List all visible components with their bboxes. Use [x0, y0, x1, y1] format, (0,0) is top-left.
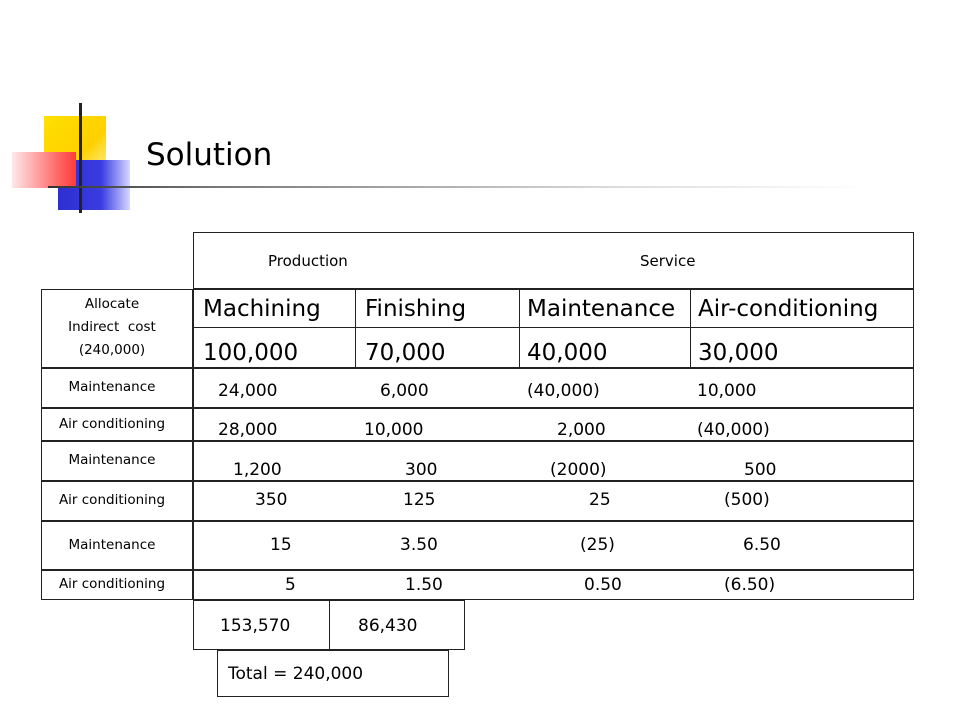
allocate-line-2: Indirect cost: [68, 319, 156, 335]
row5-air-conditioning: 6.50: [743, 535, 781, 555]
row5-finishing: 3.50: [400, 535, 438, 555]
row-box: [193, 570, 914, 600]
table-col-divider: [690, 289, 691, 368]
dept-finishing: Finishing: [365, 296, 467, 322]
row2-finishing: 10,000: [364, 420, 424, 440]
row-label-maintenance: Maintenance: [68, 537, 156, 553]
row3-maintenance: (2000): [550, 460, 607, 480]
row-label-air-conditioning: Air conditioning: [58, 576, 166, 592]
row3-finishing: 300: [405, 460, 438, 480]
row-label-air-conditioning: Air conditioning: [58, 492, 166, 508]
row3-air-conditioning: 500: [744, 460, 777, 480]
row-box: [193, 481, 914, 521]
row1-finishing: 6,000: [380, 381, 429, 401]
row4-maintenance: 25: [589, 490, 611, 510]
row-label-maintenance: Maintenance: [68, 452, 156, 468]
total-finishing: 86,430: [358, 616, 418, 636]
header-service: Service: [640, 252, 696, 270]
grand-total: Total = 240,000: [228, 664, 364, 684]
table-col-divider: [519, 289, 520, 368]
row1-maintenance: (40,000): [527, 381, 600, 401]
row5-machining: 15: [270, 535, 292, 555]
header-production: Production: [268, 252, 348, 270]
row2-air-conditioning: (40,000): [697, 420, 770, 440]
row1-air-conditioning: 10,000: [697, 381, 757, 401]
table-col-divider: [355, 289, 356, 368]
title-underline: [48, 186, 868, 188]
row6-finishing: 1.50: [405, 575, 443, 595]
dept-machining: Machining: [203, 296, 321, 322]
row-label-maintenance: Maintenance: [68, 379, 156, 395]
row6-machining: 5: [285, 575, 296, 595]
row6-air-conditioning: (6.50): [724, 575, 776, 595]
logo-red-bar: [12, 152, 76, 188]
row3-machining: 1,200: [233, 460, 282, 480]
logo-vertical-line: [79, 103, 82, 213]
initial-maintenance: 40,000: [527, 340, 608, 366]
row-box: [193, 408, 914, 441]
row2-machining: 28,000: [218, 420, 278, 440]
allocate-line-1: Allocate: [84, 296, 140, 312]
initial-finishing: 70,000: [365, 340, 446, 366]
row6-maintenance: 0.50: [584, 575, 622, 595]
total-machining: 153,570: [220, 616, 291, 636]
allocate-line-3: (240,000): [78, 342, 146, 358]
row4-air-conditioning: (500): [724, 490, 770, 510]
initial-machining: 100,000: [203, 340, 299, 366]
row4-finishing: 125: [403, 490, 436, 510]
table-row-divider: [193, 327, 914, 328]
dept-air-conditioning: Air-conditioning: [698, 296, 879, 322]
totals-divider: [329, 600, 330, 650]
row4-machining: 350: [255, 490, 288, 510]
dept-maintenance: Maintenance: [527, 296, 676, 322]
row1-machining: 24,000: [218, 381, 278, 401]
row2-maintenance: 2,000: [557, 420, 606, 440]
row-box: [193, 521, 914, 570]
row5-maintenance: (25): [580, 535, 615, 555]
initial-air-conditioning: 30,000: [698, 340, 779, 366]
page-title: Solution: [146, 137, 273, 173]
row-label-air-conditioning: Air conditioning: [58, 416, 166, 432]
